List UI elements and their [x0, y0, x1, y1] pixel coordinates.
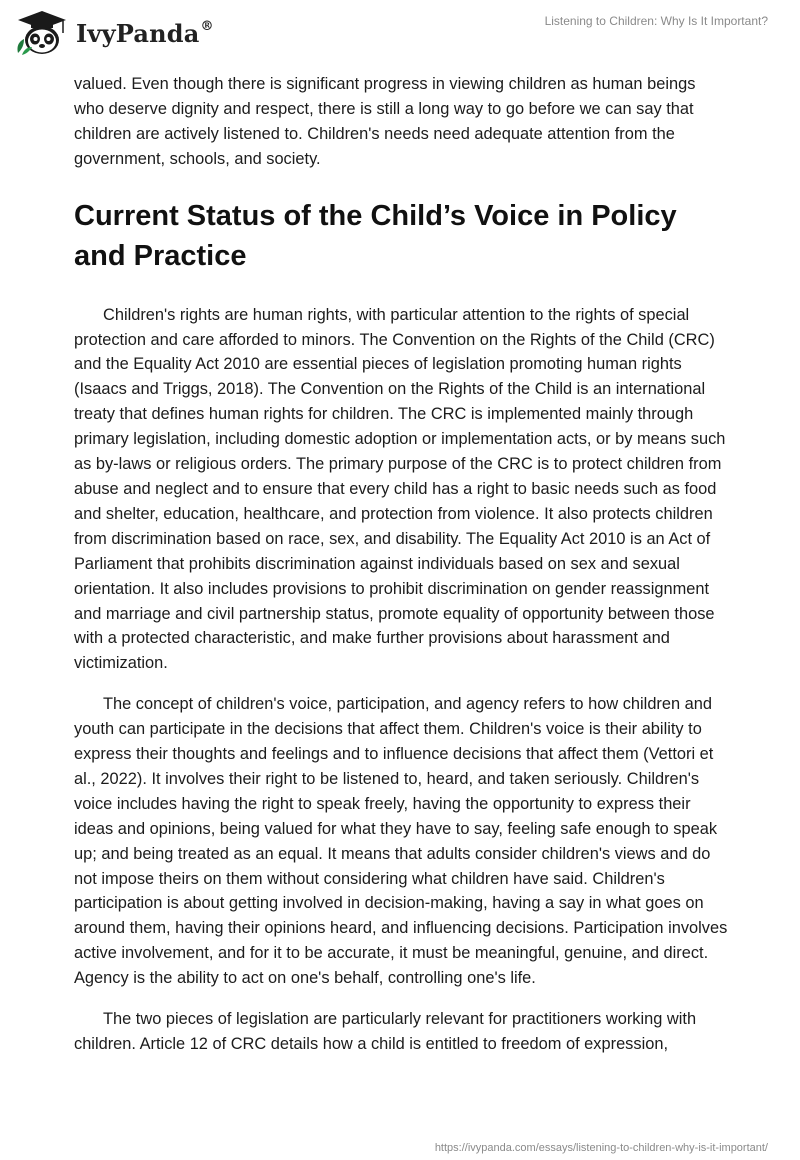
article-body	[74, 72, 729, 1057]
paragraph-1: Children's rights are human rights, with particular attention to the rights of special protection and care afforded to minors. The Convention on the Rights of the Child (CRC) and the Equality Act 2010 are essential pieces of legislation promoting human rights (Isaacs and Triggs, 2018). The Convention on the Rights of the Child is an international treaty that defines human rights for children. The CRC is implemented mainly through primary legislation, including domestic adoption or implementation acts, or by means such as by-laws or religious orders. The primary purpose of the CRC is to protect children from abuse and neglect and to ensure that every child has a right to basic needs such as food and shelter, education, healthcare, and protection from violence. It also protects children from discrimination based on race, sex, and disability. The Equality Act 2010 is an Act of Parliament that prohibits discrimination against individuals based on sex and sexual orientation. It also includes provisions to prohibit discrimination on gender reassignment and marriage and civil partnership status, promote equality of opportunity between those with a protected characteristic, and make further provisions about harassment and victimization.	[74, 305, 726, 673]
document-title: Listening to Children: Why Is It Important?	[544, 14, 768, 28]
paragraph-2: The concept of children's voice, participation, and agency refers to how children and youth can participate in the decisions that affect them. Children's voice is their ability to express their thoughts and feelings and to influence decisions that affect them (Vettori et al., 2022). It involves their right to be listened to, heard, and taken seriously. Children's voice includes having the right to speak freely, having the opportunity to express their ideas and opinions, being valued for what they have to say, feeling safe enough to speak up; and being treated as an equal. It means that adults consider children's views and do not impose theirs on them without considering what children have said. Children's participation is about getting involved in decision-making, having a say in what goes on around them, having their opinions heard, and influencing decisions. Participation involves active involvement, and for it to be accurate, it must be meaningful, genuine, and direct. Agency is the ability to act on one's behalf, controlling one's life.	[74, 695, 728, 988]
paragraph-3: The two pieces of legislation are particularly relevant for practitioners working with children. Article 12 of CRC details how a child is entitled to freedom of expression,	[74, 1010, 697, 1053]
intro-paragraph: valued. Even though there is significant progress in viewing children as human beings who deserve dignity and respect, there is still a long way to go before we can say that children are actively listened to. Children's needs need adequate attention from the government, schools, and society.	[74, 75, 696, 168]
panda-logo-icon	[14, 9, 70, 57]
brand-logo[interactable]	[14, 9, 214, 57]
brand-name: IvyPanda®	[76, 18, 214, 48]
section-heading: Current Status of the Child’s Voice in Policy and Practice	[74, 199, 677, 272]
trademark-symbol: ®	[200, 18, 214, 34]
page-header	[0, 0, 800, 70]
source-url[interactable]: https://ivypanda.com/essays/listening-to-children-why-is-it-important/	[434, 1142, 768, 1154]
